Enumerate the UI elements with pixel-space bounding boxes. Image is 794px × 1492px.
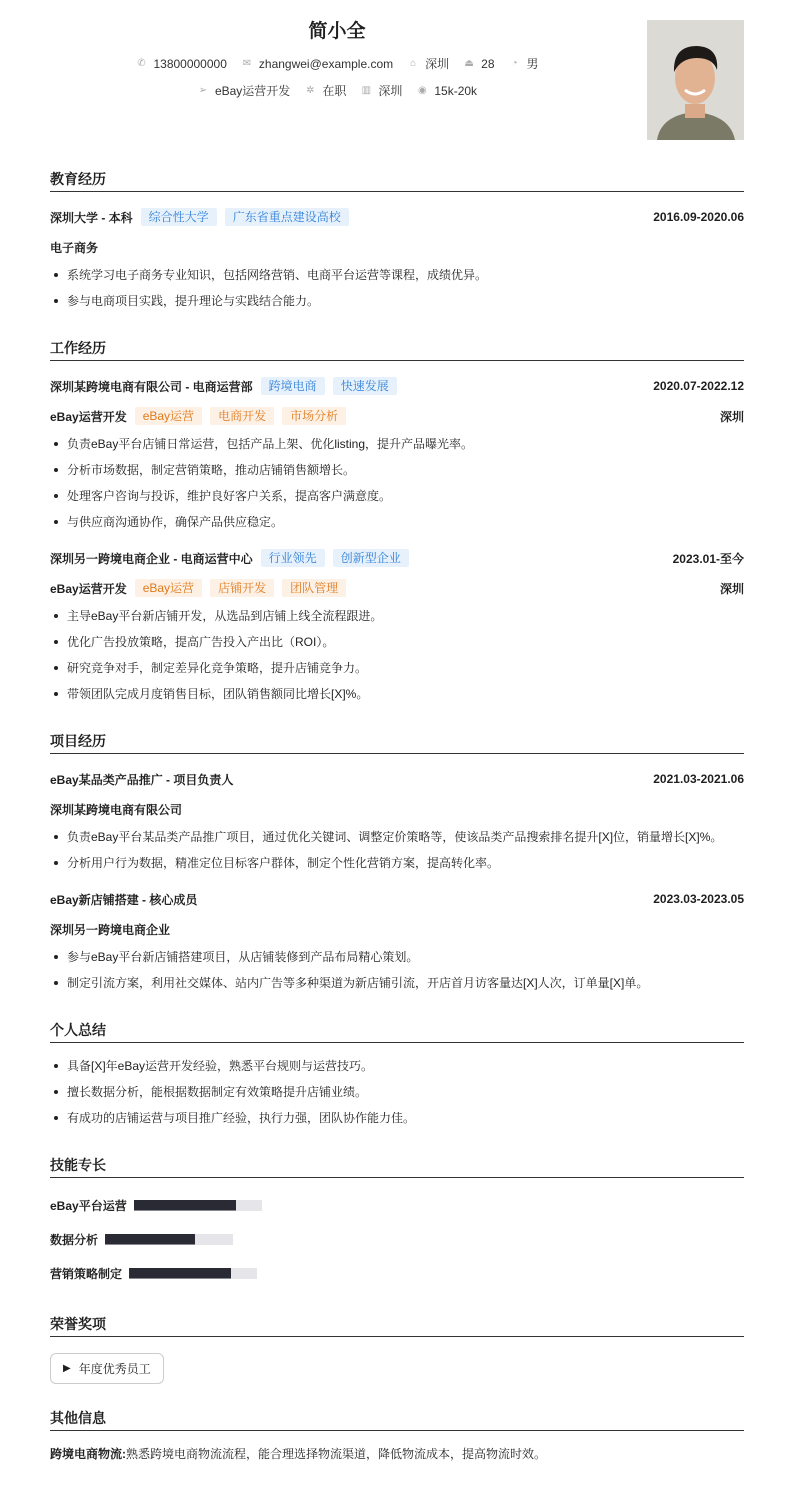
- resume-header: [50, 18, 624, 100]
- tag: 行业领先: [261, 549, 325, 567]
- list-item: 具备[X]年eBay运营开发经验，熟悉平台规则与运营技巧。: [50, 1053, 744, 1079]
- list-item: 有成功的店铺运营与项目推广经验，执行力强，团队协作能力佳。: [50, 1105, 744, 1131]
- skill-item: [50, 1222, 403, 1256]
- gender-icon: ◔: [511, 58, 518, 69]
- list-item: 擅长数据分析，能根据数据制定有效策略提升店铺业绩。: [50, 1079, 744, 1105]
- section-title: 个人总结: [50, 1021, 744, 1043]
- summary-section: [50, 1021, 744, 1131]
- list-item: 优化广告投放策略，提高广告投入产出比（ROI）。: [50, 629, 744, 655]
- skill-name: 营销策略制定: [50, 1266, 123, 1281]
- list-item: 分析市场数据，制定营销策略，推动店铺销售额增长。: [50, 457, 744, 483]
- other-text: 熟悉跨境电商物流流程，能合理选择物流渠道，降低物流成本，提高物流时效。: [126, 1447, 547, 1461]
- resume-body: [50, 170, 744, 1492]
- info-text: 深圳: [378, 84, 403, 98]
- tag: eBay运营: [135, 579, 202, 597]
- role-name: eBay运营开发: [50, 581, 127, 596]
- work-header: [50, 371, 744, 401]
- info-item: [463, 55, 494, 73]
- section-title: 其他信息: [50, 1409, 744, 1431]
- list-item: 负责eBay平台店铺日常运营，包括产品上架、优化listing，提升产品曝光率。: [50, 431, 744, 457]
- school-name: 深圳大学 - 本科: [50, 210, 133, 225]
- skill-item: [50, 1256, 403, 1290]
- skill-name: eBay平台运营: [50, 1198, 127, 1213]
- triangle-right-icon: ▶: [63, 1363, 71, 1374]
- tag: 电商开发: [210, 407, 274, 425]
- info-item: [135, 55, 226, 73]
- date-range: 2021.03-2021.06: [653, 772, 744, 786]
- info-item: [197, 82, 290, 100]
- bullet-list: [50, 262, 744, 314]
- date-range: 2016.09-2020.06: [653, 210, 744, 224]
- tag: 快速发展: [333, 377, 397, 395]
- info-text: 在职: [322, 84, 347, 98]
- project-name: eBay某品类产品推广 - 项目负责人: [50, 772, 234, 787]
- other-label: 跨境电商物流:: [50, 1447, 126, 1461]
- project-org: [50, 914, 744, 944]
- job-info-row: [50, 82, 624, 100]
- skill-bar: [134, 1200, 262, 1211]
- list-item: 与供应商沟通协作，确保产品供应稳定。: [50, 509, 744, 535]
- summary-body: [50, 1053, 744, 1131]
- tag: 跨境电商: [261, 377, 325, 395]
- skills-section: [50, 1156, 744, 1290]
- status-icon: ✲: [306, 85, 315, 96]
- section-title: 工作经历: [50, 339, 744, 361]
- tag: 广东省重点建设高校: [225, 208, 349, 226]
- profile-photo: [647, 20, 744, 140]
- skill-bar: [129, 1268, 257, 1279]
- major-name: 电子商务: [50, 240, 99, 255]
- info-text: eBay运营开发: [214, 84, 291, 98]
- skills-grid: [50, 1188, 744, 1290]
- project-org: [50, 794, 744, 824]
- skill-bar: [105, 1234, 233, 1245]
- skill-bar-fill: [129, 1268, 231, 1279]
- skill-item: [50, 1188, 403, 1222]
- tag: 店铺开发: [210, 579, 274, 597]
- work-section: [50, 339, 744, 707]
- salary-icon: ◉: [417, 85, 427, 96]
- education-header: [50, 202, 744, 232]
- list-item: 主导eBay平台新店铺开发，从选品到店铺上线全流程跟进。: [50, 603, 744, 629]
- info-item: [509, 55, 539, 73]
- bullet-list: [50, 431, 744, 535]
- home-icon: ⌂: [410, 58, 417, 69]
- info-text: 男: [526, 57, 539, 71]
- tag: eBay运营: [135, 407, 202, 425]
- list-item: 带领团队完成月度销售目标，团队销售额同比增长[X]%。: [50, 681, 744, 707]
- date-range: 2023.03-2023.05: [653, 892, 744, 906]
- project-header: [50, 764, 744, 794]
- project-name: eBay新店铺搭建 - 核心成员: [50, 892, 198, 907]
- company-name: 深圳另一跨境电商企业 - 电商运营中心: [50, 551, 253, 566]
- list-item: 研究竞争对手，制定差异化竞争策略，提升店铺竞争力。: [50, 655, 744, 681]
- info-item: [304, 82, 346, 100]
- role-row: [50, 401, 744, 431]
- list-item: 参与电商项目实践，提升理论与实践结合能力。: [50, 288, 744, 314]
- role-name: eBay运营开发: [50, 409, 127, 424]
- org-name: 深圳某跨境电商有限公司: [50, 802, 183, 817]
- date-range: 2023.01-至今: [672, 551, 744, 566]
- list-item: 制定引流方案，利用社交媒体、站内广告等多种渠道为新店铺引流，开店首月访客量达[X]人次，订单量[X]单。: [50, 970, 744, 996]
- other-section: [50, 1409, 744, 1467]
- bullet-list: [50, 824, 744, 876]
- award-item[interactable]: [50, 1353, 164, 1384]
- role-row: [50, 573, 744, 603]
- contact-info-row: [50, 55, 624, 73]
- section-title: 项目经历: [50, 732, 744, 754]
- phone-icon: ✆: [137, 58, 146, 69]
- list-item: 系统学习电子商务专业知识，包括网络营销、电商平台运营等课程，成绩优异。: [50, 262, 744, 288]
- location: 深圳: [719, 581, 744, 596]
- list-item: 负责eBay平台某品类产品推广项目，通过优化关键词、调整定价策略等，使该品类产品搜索排名提升[X]位，销量增长[X]%。: [50, 824, 744, 850]
- location: 深圳: [719, 409, 744, 424]
- mail-icon: ✉: [242, 58, 252, 69]
- info-text: 28: [481, 57, 495, 71]
- other-item: [50, 1441, 744, 1467]
- info-text: 15k-20k: [434, 84, 478, 98]
- info-item: [360, 82, 402, 100]
- section-title: 荣誉奖项: [50, 1315, 744, 1337]
- info-text: zhangwei@example.com: [258, 57, 394, 71]
- bullet-list: [50, 603, 744, 707]
- work-header: [50, 543, 744, 573]
- tag: 团队管理: [282, 579, 346, 597]
- list-item: 参与eBay平台新店铺搭建项目，从店铺装修到产品布局精心策划。: [50, 944, 744, 970]
- skill-bar-fill: [105, 1234, 195, 1245]
- org-name: 深圳另一跨境电商企业: [50, 922, 171, 937]
- projects-section: [50, 732, 744, 996]
- list-item: 处理客户咨询与投诉，维护良好客户关系，提高客户满意度。: [50, 483, 744, 509]
- building-icon: ▥: [361, 85, 372, 96]
- skill-name: 数据分析: [50, 1232, 99, 1247]
- date-range: 2020.07-2022.12: [653, 379, 744, 393]
- awards-section: [50, 1315, 744, 1384]
- company-name: 深圳某跨境电商有限公司 - 电商运营部: [50, 379, 253, 394]
- tag: 综合性大学: [141, 208, 217, 226]
- age-icon: ⏏: [464, 58, 474, 69]
- info-item: [416, 82, 477, 100]
- skill-bar-fill: [134, 1200, 236, 1211]
- section-title: 教育经历: [50, 170, 744, 192]
- project-header: [50, 884, 744, 914]
- bullet-list: [50, 944, 744, 996]
- info-item: [241, 55, 393, 73]
- list-item: 分析用户行为数据，精准定位目标客户群体，制定个性化营销方案，提高转化率。: [50, 850, 744, 876]
- send-icon: ➢: [198, 85, 208, 96]
- bullet-list: [50, 1053, 744, 1131]
- candidate-name: 简小全: [308, 21, 366, 42]
- tag: 创新型企业: [333, 549, 409, 567]
- education-section: [50, 170, 744, 314]
- info-text: 13800000000: [153, 57, 227, 71]
- tag: 市场分析: [282, 407, 346, 425]
- major: [50, 232, 744, 262]
- info-item: [407, 55, 449, 73]
- award-name: 年度优秀员工: [78, 1362, 151, 1376]
- info-text: 深圳: [425, 57, 450, 71]
- section-title: 技能专长: [50, 1156, 744, 1178]
